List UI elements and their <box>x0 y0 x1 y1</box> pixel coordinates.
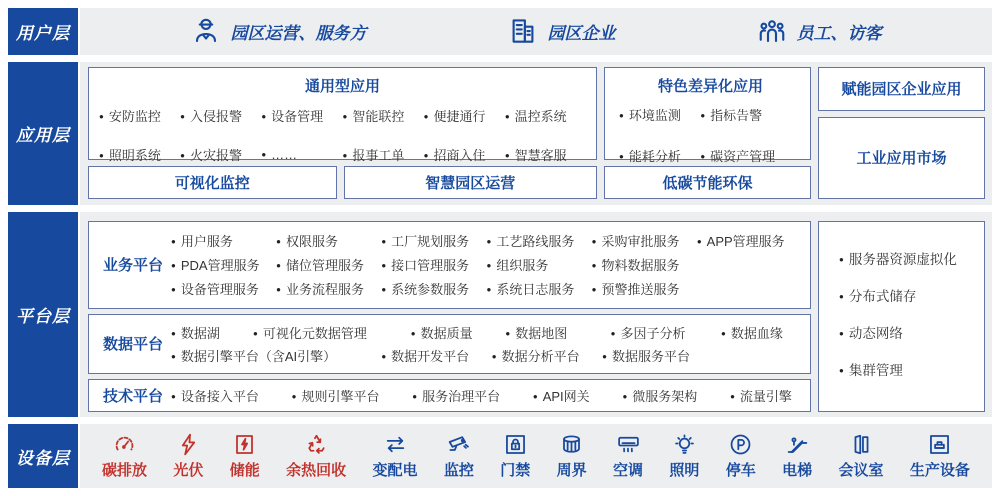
device-label: 门禁 <box>500 462 531 480</box>
people-group-icon <box>757 16 787 46</box>
battery-icon <box>232 432 257 457</box>
service-item: ● 系统参数服务 <box>381 279 486 298</box>
user-layer-row <box>8 8 992 55</box>
tech-platform-title: 技术平台 <box>102 387 163 405</box>
app-category-box: 可视化监控 <box>88 166 337 199</box>
device-item <box>373 432 418 480</box>
device-item <box>286 432 346 480</box>
service-item: ● 接口管理服务 <box>381 255 486 274</box>
device-layer-label: 设备层 <box>8 424 78 488</box>
service-item: ● 数据开发平台 <box>381 346 491 365</box>
service-item: ● 储位管理服务 <box>276 255 381 274</box>
service-item: ● 可视化元数据管理 <box>253 323 411 342</box>
parking-icon <box>728 432 753 457</box>
device-layer-row <box>8 424 992 488</box>
device-item <box>173 432 203 480</box>
device-label: 生产设备 <box>909 462 970 480</box>
bulb-icon <box>672 432 697 457</box>
device-label: 停车 <box>725 462 756 480</box>
special-apps-title: 特色差异化应用 <box>657 77 763 95</box>
service-row <box>171 255 802 274</box>
user-layer-label: 用户层 <box>8 8 78 55</box>
device-label: 碳排放 <box>102 462 148 480</box>
device-item <box>910 432 970 480</box>
lock-icon <box>503 432 528 457</box>
service-item: ● 照明系统 <box>99 145 180 164</box>
service-item: ● 数据质量 <box>411 323 506 342</box>
device-item <box>613 432 643 480</box>
service-item: ● 系统日志服务 <box>486 279 591 298</box>
machine-icon <box>927 432 952 457</box>
device-item <box>500 432 530 480</box>
user-group-item <box>508 16 616 46</box>
service-item: ● 碳资产管理 <box>700 146 802 165</box>
service-item: ● PDA管理服务 <box>171 255 276 274</box>
service-row <box>619 105 802 124</box>
user-group-item <box>757 16 882 46</box>
enable-enterprise-box: 赋能园区企业应用 <box>818 67 985 111</box>
business-platform-items <box>171 226 802 304</box>
user-group-label: 员工、访客 <box>796 23 882 43</box>
user-layer-band <box>80 8 992 55</box>
device-label: 储能 <box>229 462 260 480</box>
service-item: ● 设备管理服务 <box>171 279 276 298</box>
device-label: 监控 <box>443 462 474 480</box>
device-layer-band <box>80 424 992 488</box>
gauge-icon <box>112 432 137 457</box>
device-label: 余热回收 <box>286 462 347 480</box>
service-item: ● 流量引擎 <box>730 386 792 405</box>
app-layer-label: 应用层 <box>8 62 78 205</box>
service-item: ● 能耗分析 <box>619 146 700 165</box>
recycle-icon <box>304 432 329 457</box>
service-item: ● …… <box>261 147 342 162</box>
service-item: ● 用户服务 <box>171 231 276 250</box>
device-item <box>444 432 474 480</box>
platform-layer-row <box>8 212 992 418</box>
app-category-box: 低碳节能环保 <box>604 166 811 199</box>
service-item: ● API网关 <box>533 386 590 405</box>
service-item: ● 温控系统 <box>505 106 586 125</box>
service-row <box>99 106 586 125</box>
service-item: ● 工艺路线服务 <box>486 231 591 250</box>
service-item: ● 数据分析平台 <box>492 346 602 365</box>
user-group-label: 园区企业 <box>547 23 616 43</box>
data-platform-items <box>171 319 802 369</box>
ac-icon <box>616 432 641 457</box>
service-item: ● 招商入住 <box>424 145 505 164</box>
service-item: ● 环境监测 <box>619 105 700 124</box>
service-item: ● 采购审批服务 <box>592 231 697 250</box>
service-item: ● 数据血缘 <box>721 323 802 342</box>
app-category-box: 智慧园区运营 <box>344 166 598 199</box>
service-row <box>171 346 802 365</box>
service-row <box>171 323 802 342</box>
service-item: ● 报事工单 <box>342 145 423 164</box>
service-item: ● 工厂规划服务 <box>381 231 486 250</box>
door-icon <box>849 432 874 457</box>
worker-icon <box>191 16 221 46</box>
service-item: ● 服务器资源虚拟化 <box>839 248 978 268</box>
service-item: ● 数据地图 <box>505 323 610 342</box>
device-item <box>726 432 756 480</box>
bolt-icon <box>176 432 201 457</box>
service-item: ● 设备接入平台 <box>171 386 259 405</box>
business-platform-box <box>88 221 811 309</box>
service-row <box>619 146 802 165</box>
device-item <box>230 432 260 480</box>
escalator-icon <box>785 432 810 457</box>
swap-arrows-icon <box>383 432 408 457</box>
device-item <box>557 432 587 480</box>
tech-platform-box <box>88 379 811 412</box>
service-item: ● 数据湖 <box>171 323 253 342</box>
user-group-label: 园区运营、服务方 <box>230 23 367 43</box>
app-top-row <box>88 67 811 165</box>
service-item: ● 微服务架构 <box>622 386 697 405</box>
app-layer-band <box>80 62 992 205</box>
device-label: 照明 <box>669 462 700 480</box>
service-item: ● 业务流程服务 <box>276 279 381 298</box>
service-item: ● 多因子分析 <box>611 323 721 342</box>
service-item: ● 智能联控 <box>342 106 423 125</box>
service-row <box>171 279 802 298</box>
device-label: 光伏 <box>173 462 204 480</box>
device-item <box>782 432 812 480</box>
service-row <box>171 386 802 405</box>
service-item: ● 火灾报警 <box>180 145 261 164</box>
building-icon <box>508 16 538 46</box>
service-item: ● 数据服务平台 <box>602 346 802 365</box>
service-item: ● 服务治理平台 <box>412 386 500 405</box>
device-label: 周界 <box>556 462 587 480</box>
general-apps-box <box>88 67 597 164</box>
app-layer-row <box>8 62 992 205</box>
service-item: ● 集群管理 <box>839 359 978 379</box>
infrastructure-box <box>818 221 985 413</box>
app-right-column <box>818 67 985 199</box>
general-apps-title: 通用型应用 <box>304 77 380 95</box>
service-item: ● 权限服务 <box>276 231 381 250</box>
device-item <box>102 432 147 480</box>
special-apps-items <box>619 96 802 175</box>
service-item: ● 数据引擎平台（含AI引擎） <box>171 346 381 365</box>
app-category-row <box>88 166 811 199</box>
platform-layer-band <box>80 212 992 418</box>
service-item: ● 设备管理 <box>261 106 342 125</box>
service-row <box>171 231 802 250</box>
special-apps-box <box>604 67 811 165</box>
service-item: ● 入侵报警 <box>180 106 261 125</box>
platform-layer-label: 平台层 <box>8 212 78 418</box>
user-group-item <box>191 16 367 46</box>
service-item: ● 智慧客服 <box>505 145 586 164</box>
device-label: 会议室 <box>838 462 884 480</box>
service-item: ● 指标告警 <box>700 105 802 124</box>
service-item: ● 规则引擎平台 <box>292 386 380 405</box>
app-left-column <box>88 67 811 199</box>
platform-left-column <box>88 221 811 413</box>
service-item: ● 动态网络 <box>839 322 978 342</box>
device-label: 变配电 <box>372 462 418 480</box>
business-platform-title: 业务平台 <box>102 257 163 275</box>
industry-market-box: 工业应用市场 <box>818 117 985 199</box>
device-label: 电梯 <box>782 462 813 480</box>
device-item <box>839 432 884 480</box>
service-item: ● 组织服务 <box>486 255 591 274</box>
tech-platform-items <box>171 384 802 407</box>
service-item: ● 预警推送服务 <box>592 279 697 298</box>
service-item: ● 安防监控 <box>99 106 180 125</box>
device-item <box>669 432 699 480</box>
service-item: ● 便捷通行 <box>424 106 505 125</box>
service-row <box>99 145 586 164</box>
drum-icon <box>559 432 584 457</box>
cctv-icon <box>446 432 471 457</box>
device-label: 空调 <box>613 462 644 480</box>
data-platform-title: 数据平台 <box>102 336 163 354</box>
general-apps-items <box>99 96 586 175</box>
data-platform-box <box>88 314 811 374</box>
service-item: ● 物料数据服务 <box>592 255 697 274</box>
service-item: ● APP管理服务 <box>697 231 802 250</box>
service-item: ● 分布式储存 <box>839 285 978 305</box>
